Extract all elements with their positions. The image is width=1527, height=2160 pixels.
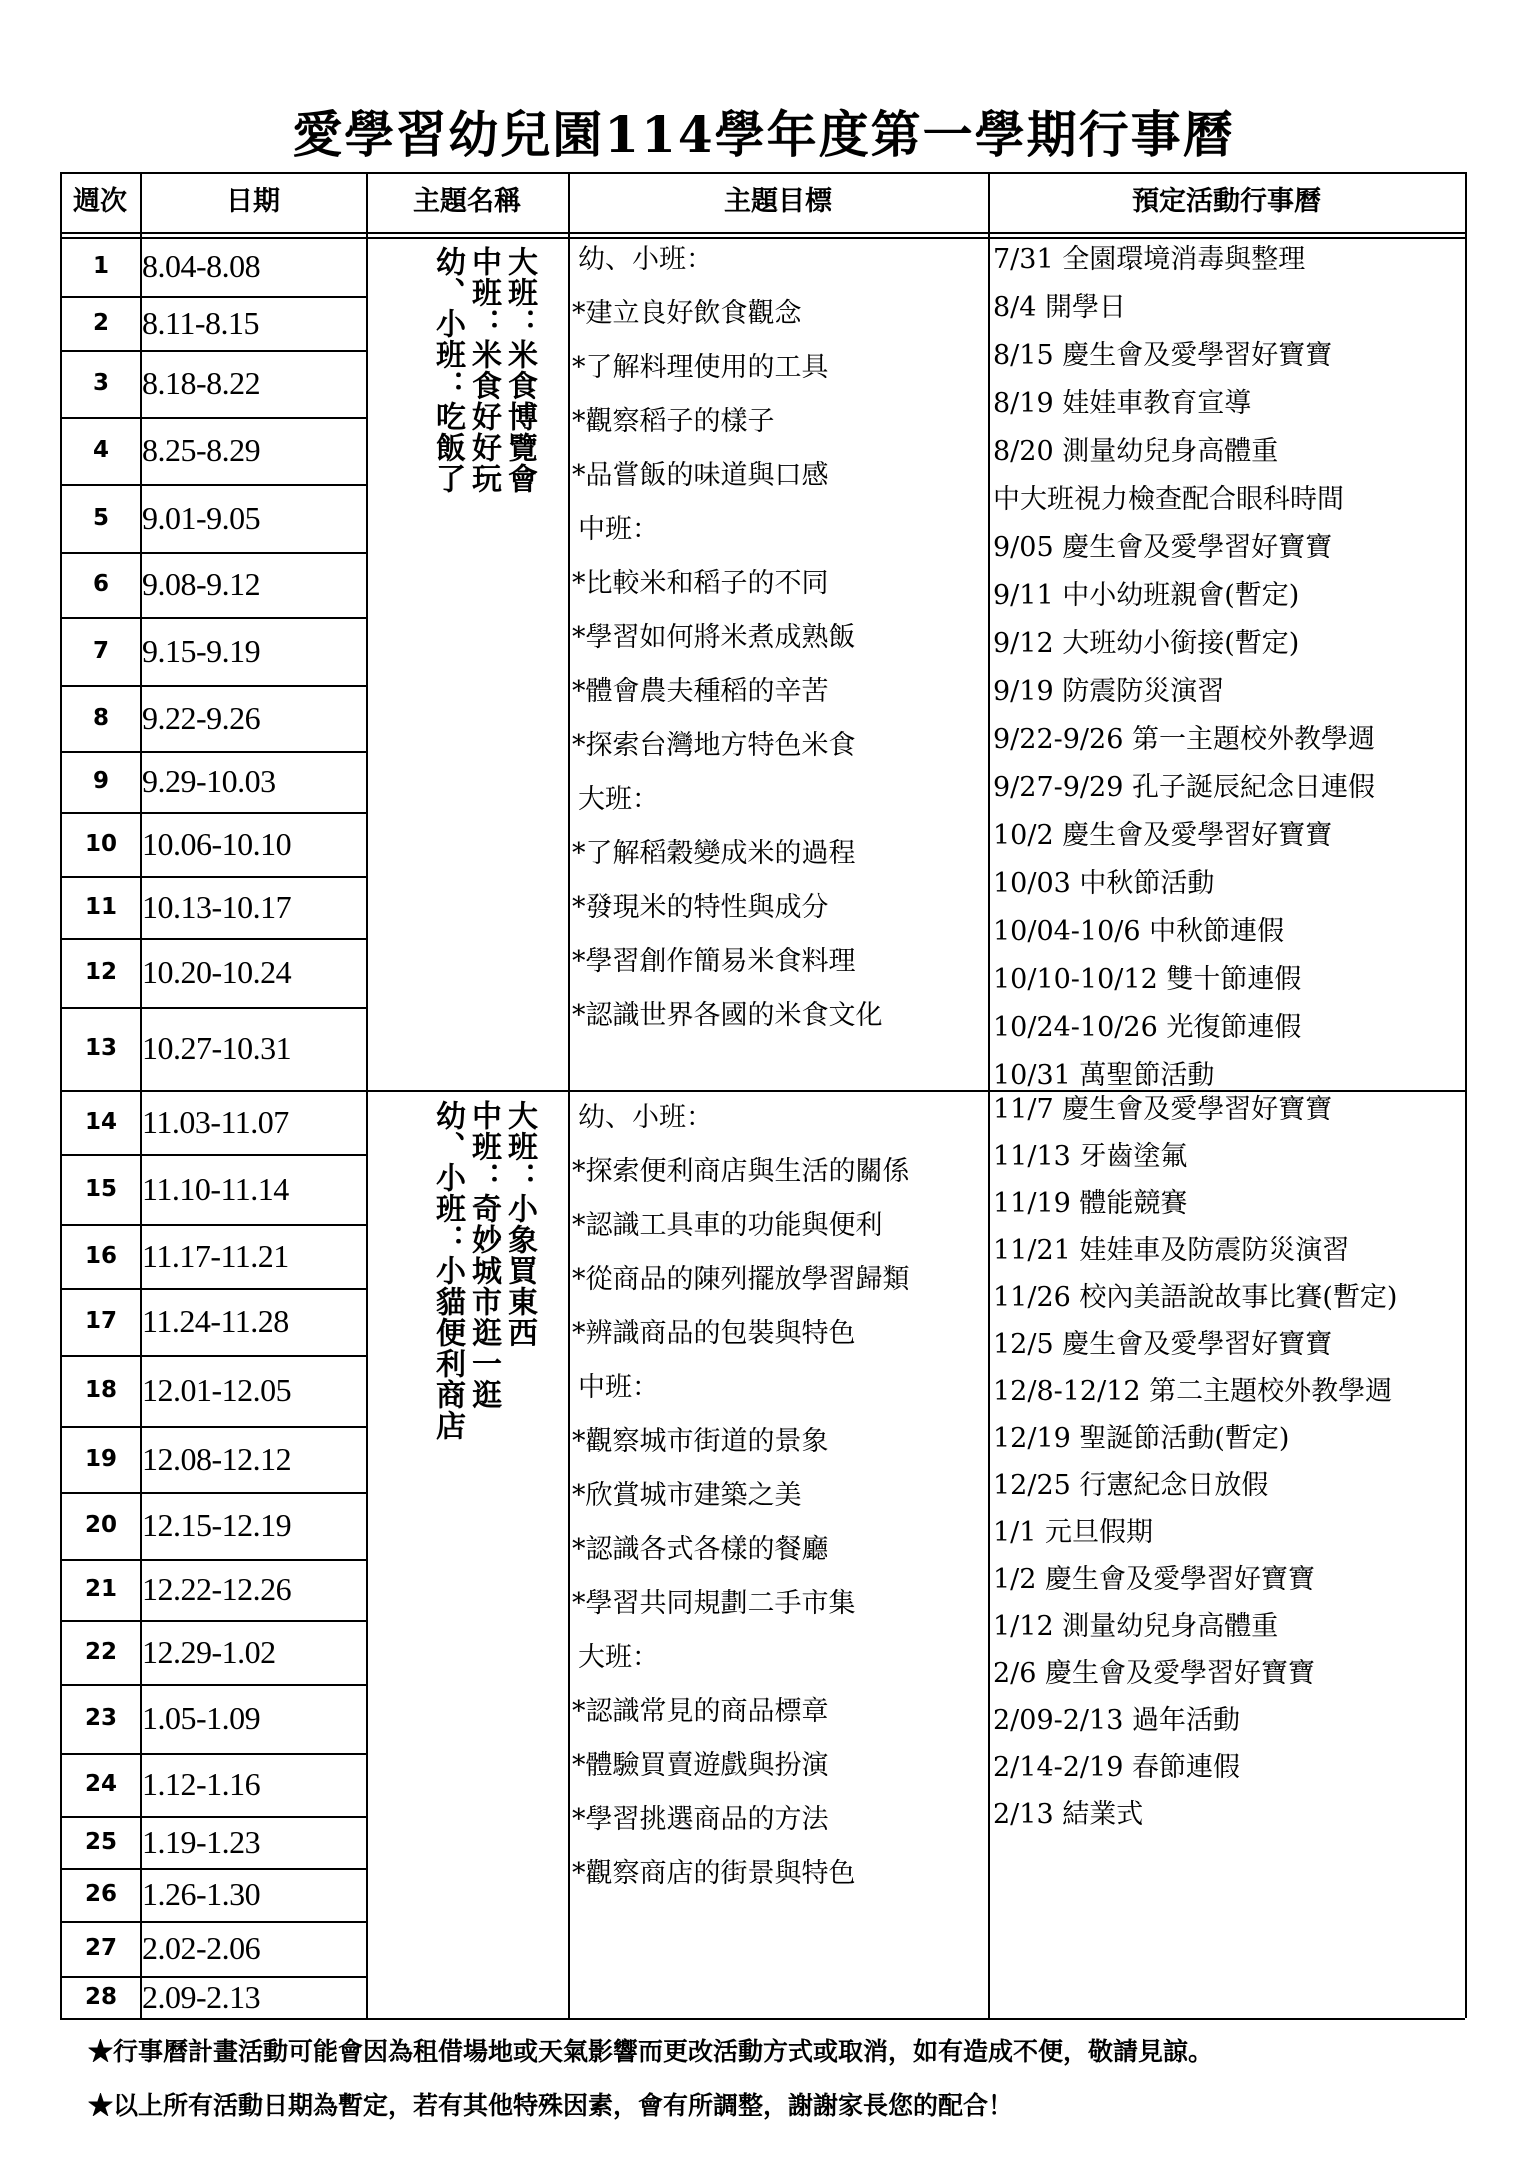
theme-name-column: 幼、小班：小貓便利商店 — [430, 1100, 465, 1441]
footnote: ★以上所有活動日期為暫定，若有其他特殊因素，會有所調整，謝謝家長您的配合！ — [88, 2091, 1014, 2120]
activity-item: 11/7 慶生會及愛學習好寶寶 — [993, 1094, 1333, 1125]
week-number: 7 — [92, 638, 109, 664]
goal-group-label: 幼、小班： — [578, 244, 713, 275]
week-number: 21 — [84, 1576, 117, 1602]
goal-item: *比較米和稻子的不同 — [572, 568, 829, 599]
week-date-range: 12.01-12.05 — [142, 1372, 292, 1408]
week-date-range: 10.13-10.17 — [142, 889, 292, 925]
week-date-range: 8.11-8.15 — [142, 305, 259, 341]
week-date-range: 2.02-2.06 — [142, 1930, 261, 1966]
activity-item: 9/12 大班幼小銜接(暫定) — [993, 628, 1300, 659]
goal-item: *學習挑選商品的方法 — [572, 1804, 829, 1835]
theme-name-column: 中班：米食好好玩 — [466, 246, 501, 494]
header-theme-goal: 主題目標 — [724, 186, 832, 217]
week-number: 4 — [92, 437, 109, 463]
goal-item: *認識各式各樣的餐廳 — [572, 1534, 829, 1565]
week-number: 25 — [84, 1829, 117, 1855]
goal-item: *從商品的陳列擺放學習歸類 — [572, 1264, 910, 1295]
week-number: 2 — [92, 310, 109, 336]
footnote: ★行事曆計畫活動可能會因為租借場地或天氣影響而更改活動方式或取消，如有造成不便，敬請見諒。 — [88, 2037, 1214, 2066]
grid-line — [60, 2018, 1465, 2020]
goal-item: *體會農夫種稻的辛苦 — [572, 676, 829, 707]
activity-item: 中大班視力檢查配合眼科時間 — [993, 484, 1344, 515]
week-date-range: 9.29-10.03 — [142, 763, 276, 799]
activity-item: 2/09-2/13 過年活動 — [993, 1705, 1240, 1736]
grid-line — [1465, 172, 1467, 2018]
activity-item: 2/13 結業式 — [993, 1799, 1144, 1830]
goal-item: *認識工具車的功能與便利 — [572, 1210, 883, 1241]
activity-item: 1/1 元旦假期 — [993, 1517, 1154, 1548]
week-date-range: 8.18-8.22 — [142, 365, 261, 401]
week-number: 13 — [84, 1035, 117, 1061]
week-date-range: 9.08-9.12 — [142, 566, 261, 602]
week-date-range: 8.04-8.08 — [142, 248, 261, 284]
goal-group-label: 幼、小班： — [578, 1102, 713, 1133]
page-title: 愛學習幼兒園114學年度第一學期行事曆 — [292, 105, 1235, 164]
week-date-range: 12.08-12.12 — [142, 1441, 292, 1477]
header-week: 週次 — [73, 186, 127, 217]
week-date-range: 9.22-9.26 — [142, 700, 261, 736]
goal-group-label: 中班： — [578, 514, 659, 545]
goal-item: *學習如何將米煮成熟飯 — [572, 622, 856, 653]
header-date: 日期 — [226, 186, 280, 217]
goal-item: *觀察商店的街景與特色 — [572, 1858, 856, 1889]
week-date-range: 10.27-10.31 — [142, 1030, 292, 1066]
goal-item: *學習共同規劃二手市集 — [572, 1588, 856, 1619]
goal-item: *欣賞城市建築之美 — [572, 1480, 802, 1511]
week-number: 11 — [84, 894, 117, 920]
week-number: 14 — [84, 1109, 117, 1135]
theme-name-column: 大班：小象買東西 — [502, 1100, 537, 1348]
goal-item: *探索便利商店與生活的關係 — [572, 1156, 910, 1187]
activity-item: 8/4 開學日 — [993, 292, 1127, 323]
week-date-range: 12.22-12.26 — [142, 1571, 292, 1607]
activity-item: 8/20 測量幼兒身高體重 — [993, 436, 1279, 467]
activity-item: 12/19 聖誕節活動(暫定) — [993, 1423, 1290, 1454]
activity-item: 9/11 中小幼班親會(暫定) — [993, 580, 1300, 611]
goal-item: *建立良好飲食觀念 — [572, 298, 802, 329]
goal-item: *了解稻穀變成米的過程 — [572, 838, 856, 869]
week-date-range: 11.24-11.28 — [142, 1303, 289, 1339]
week-date-range: 11.17-11.21 — [142, 1238, 289, 1274]
grid-line — [568, 172, 570, 2018]
week-date-range: 2.09-2.13 — [142, 1979, 261, 2015]
activity-item: 1/12 測量幼兒身高體重 — [993, 1611, 1279, 1642]
goal-item: *了解料理使用的工具 — [572, 352, 829, 383]
week-number: 10 — [84, 831, 117, 857]
activity-item: 8/19 娃娃車教育宣導 — [993, 388, 1252, 419]
activity-item: 10/04-10/6 中秋節連假 — [993, 916, 1285, 947]
activity-item: 1/2 慶生會及愛學習好寶寶 — [993, 1564, 1316, 1595]
week-date-range: 1.12-1.16 — [142, 1766, 261, 1802]
goal-item: *體驗買賣遊戲與扮演 — [572, 1750, 829, 1781]
week-date-range: 8.25-8.29 — [142, 432, 261, 468]
activity-item: 2/6 慶生會及愛學習好寶寶 — [993, 1658, 1316, 1689]
activity-item: 9/19 防震防災演習 — [993, 676, 1225, 707]
week-number: 8 — [92, 705, 109, 731]
week-number: 3 — [92, 370, 109, 396]
week-date-range: 10.06-10.10 — [142, 826, 292, 862]
week-number: 27 — [84, 1935, 117, 1961]
week-number: 19 — [84, 1446, 117, 1472]
activity-item: 9/22-9/26 第一主題校外教學週 — [993, 724, 1375, 755]
activity-item: 10/24-10/26 光復節連假 — [993, 1012, 1302, 1043]
theme-name-column: 中班：奇妙城市逛一逛 — [466, 1100, 501, 1410]
activity-item: 10/31 萬聖節活動 — [993, 1060, 1215, 1091]
activity-item: 9/27-9/29 孔子誕辰紀念日連假 — [993, 772, 1375, 803]
week-date-range: 9.15-9.19 — [142, 633, 261, 669]
week-number: 20 — [84, 1512, 117, 1538]
theme-name-column: 大班：米食博覽會 — [502, 246, 537, 494]
goal-item: *辨識商品的包裝與特色 — [572, 1318, 856, 1349]
goal-group-label: 大班： — [578, 784, 659, 815]
week-number: 24 — [84, 1771, 117, 1797]
grid-line — [988, 172, 990, 2018]
goal-item: *認識世界各國的米食文化 — [572, 1000, 883, 1031]
theme-name-column: 幼、小班：吃飯了 — [430, 246, 465, 494]
week-number: 9 — [92, 768, 109, 794]
week-number: 6 — [92, 571, 109, 597]
goal-item: *探索台灣地方特色米食 — [572, 730, 856, 761]
header-theme-name: 主題名稱 — [413, 186, 521, 217]
activity-item: 12/25 行憲紀念日放假 — [993, 1470, 1269, 1501]
activity-item: 10/2 慶生會及愛學習好寶寶 — [993, 820, 1333, 851]
week-number: 12 — [84, 959, 117, 985]
activity-item: 11/26 校內美語說故事比賽(暫定) — [993, 1282, 1398, 1313]
activity-item: 11/21 娃娃車及防震防災演習 — [993, 1235, 1350, 1266]
grid-line — [60, 232, 1465, 234]
week-date-range: 10.20-10.24 — [142, 954, 292, 990]
week-number: 23 — [84, 1705, 117, 1731]
header-activities: 預定活動行事曆 — [1132, 186, 1321, 217]
goal-item: *品嘗飯的味道與口感 — [572, 460, 829, 491]
week-date-range: 1.05-1.09 — [142, 1700, 261, 1736]
week-number: 1 — [92, 253, 109, 279]
goal-item: *發現米的特性與成分 — [572, 892, 829, 923]
goal-item: *觀察城市街道的景象 — [572, 1426, 829, 1457]
week-number: 17 — [84, 1308, 117, 1334]
week-date-range: 11.10-11.14 — [142, 1171, 289, 1207]
week-date-range: 12.15-12.19 — [142, 1507, 292, 1543]
goal-item: *觀察稻子的樣子 — [572, 406, 775, 437]
activity-item: 8/15 慶生會及愛學習好寶寶 — [993, 340, 1333, 371]
activity-item: 12/5 慶生會及愛學習好寶寶 — [993, 1329, 1333, 1360]
goal-group-label: 中班： — [578, 1372, 659, 1403]
week-number: 18 — [84, 1377, 117, 1403]
grid-line — [366, 172, 368, 2018]
activity-item: 9/05 慶生會及愛學習好寶寶 — [993, 532, 1333, 563]
activity-item: 10/10-10/12 雙十節連假 — [993, 964, 1302, 995]
activity-item: 2/14-2/19 春節連假 — [993, 1752, 1240, 1783]
week-number: 22 — [84, 1639, 117, 1665]
activity-item: 7/31 全園環境消毒與整理 — [993, 244, 1306, 275]
activity-item: 12/8-12/12 第二主題校外教學週 — [993, 1376, 1393, 1407]
goal-item: *認識常見的商品標章 — [572, 1696, 829, 1727]
week-date-range: 11.03-11.07 — [142, 1104, 289, 1140]
activity-item: 11/19 體能競賽 — [993, 1188, 1188, 1219]
activity-item: 10/03 中秋節活動 — [993, 868, 1215, 899]
activity-item: 11/13 牙齒塗氟 — [993, 1141, 1188, 1172]
week-date-range: 12.29-1.02 — [142, 1634, 276, 1670]
week-number: 15 — [84, 1176, 117, 1202]
goal-group-label: 大班： — [578, 1642, 659, 1673]
week-number: 5 — [92, 505, 109, 531]
week-number: 26 — [84, 1881, 117, 1907]
week-number: 28 — [84, 1984, 117, 2010]
goal-item: *學習創作簡易米食料理 — [572, 946, 856, 977]
week-number: 16 — [84, 1243, 117, 1269]
week-date-range: 1.26-1.30 — [142, 1876, 261, 1912]
week-date-range: 1.19-1.23 — [142, 1824, 261, 1860]
week-date-range: 9.01-9.05 — [142, 500, 261, 536]
